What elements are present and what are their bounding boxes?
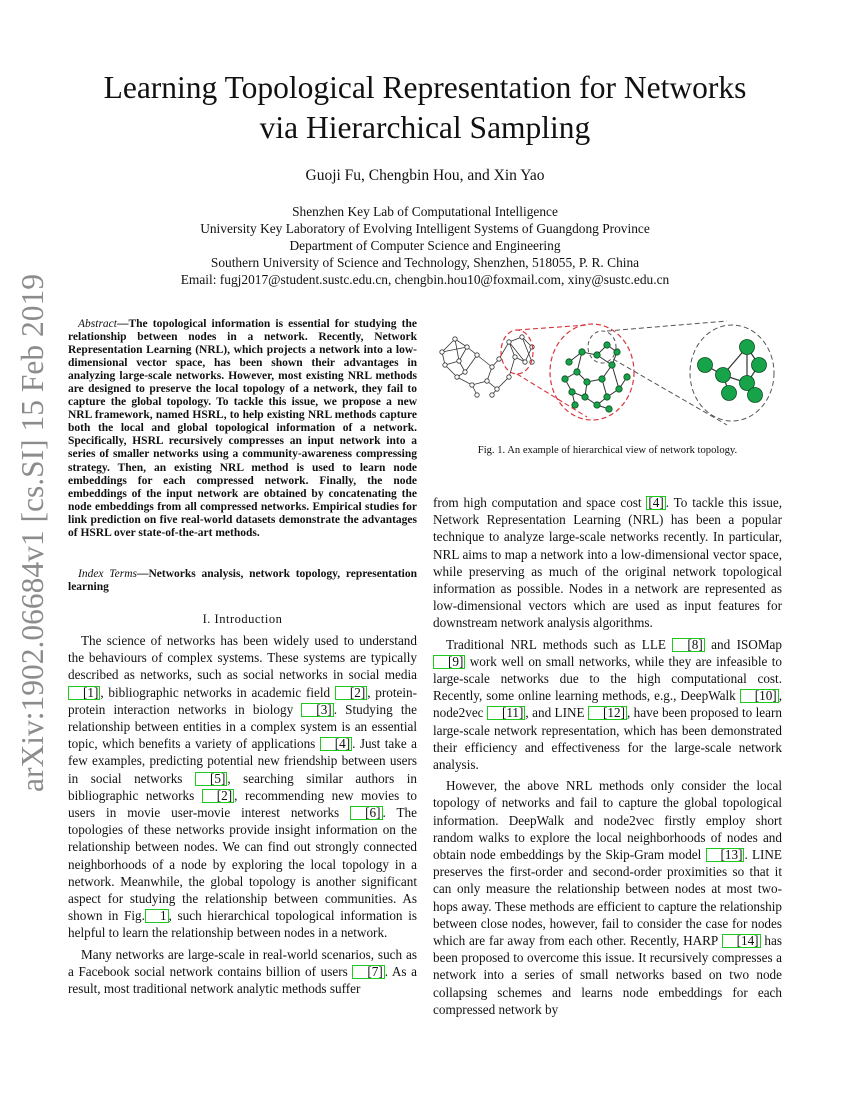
paragraph-text: has been proposed to overcome this issue. It recursively compresses a network into a series of small networks based on two node collapsing schemes and learns node embeddings for each compressed network by xyxy=(433,933,782,1017)
paragraph-text: . The topologies of these networks provide insight information on the relationship between nodes. We can find out strongly connected neighborhoods of a node by exploring the local topology in a network. Meanwhile, the global topology is another significant aspect for studying the relationship between communities. As shown in Fig. xyxy=(68,805,418,924)
affiliation-line: Department of Computer Science and Engineering xyxy=(289,238,561,253)
citation-link[interactable]: [4] xyxy=(648,495,664,510)
body-paragraph xyxy=(433,777,782,1018)
compressed-network-level-2 xyxy=(690,325,774,421)
citation-link[interactable]: [4] xyxy=(320,737,352,751)
affiliation-line: University Key Laboratory of Evolving Intelligent Systems of Guangdong Province xyxy=(200,221,650,236)
paragraph-text: Traditional NRL methods such as LLE xyxy=(446,636,673,652)
citation-link[interactable]: [2] xyxy=(335,686,367,700)
affiliation-line: Southern University of Science and Technology, Shenzhen, 518055, P. R. China xyxy=(210,255,640,270)
right-column-body xyxy=(433,494,782,1018)
paragraph-text: . As a result, most traditional network analytic methods suffer xyxy=(68,963,418,997)
paragraph-text: . Just take a few examples, predicting potential new friendship between users in social networks xyxy=(68,736,417,786)
citation-link[interactable]: [8] xyxy=(672,638,704,652)
abstract xyxy=(68,318,417,540)
title-line-2: via Hierarchical Sampling xyxy=(259,110,591,145)
paragraph-text: , node2vec xyxy=(433,688,782,721)
paragraph-text: , protein-protein interaction networks in biology xyxy=(68,684,417,717)
index-terms xyxy=(68,568,417,594)
paper-title xyxy=(60,68,790,148)
citation-link[interactable]: [3] xyxy=(301,703,333,717)
body-paragraph xyxy=(68,632,417,942)
affiliation-line: Shenzhen Key Lab of Computational Intelligence xyxy=(292,204,558,219)
citation-link[interactable]: [7] xyxy=(352,965,384,979)
paragraph-text: work well on small networks, while they are infeasible to large-scale networks due to the high computational cost. Recently, some online learning methods, e.g., DeepWalk xyxy=(433,653,782,704)
figure-caption: Fig. 1. An example of hierarchical view of network topology. xyxy=(477,445,738,456)
index-terms-label: Index Terms xyxy=(78,568,137,580)
paragraph-text: However, the above NRL methods only consider the local topology of networks and fail to capture the global topological information. DeepWalk and node2vec firstly employ short random walks to explore the local neighborhoods of nodes and obtain node embeddings by the Skip-Gram model xyxy=(433,778,782,863)
paragraph-text: . LINE preserves the first-order and second-order proximities so that it can only measure the relationship between nodes at most two-hops away. These methods are efficient to capture the relationship between close nodes, however, fail to consider the case for nodes which are far away from each other. Recently, HARP xyxy=(433,847,782,949)
citation-link[interactable]: [9] xyxy=(433,655,465,669)
body-paragraph xyxy=(433,636,782,774)
abstract-label: Abstract xyxy=(78,318,117,330)
body-paragraph xyxy=(433,494,782,632)
citation-link[interactable]: [1] xyxy=(68,686,100,700)
section-heading: I. Introduction xyxy=(202,612,283,626)
title-line-1: Learning Topological Representation for Networks xyxy=(103,70,747,105)
email-line: Email: fugj2017@student.sustc.edu.cn, chengbin.hou10@foxmail.com, xiny@sustc.edu.cn xyxy=(180,272,670,287)
index-terms-text: —Networks analysis, network topology, representation learning xyxy=(68,568,417,594)
citation-link[interactable]: [6] xyxy=(350,806,382,820)
author-list: Guoji Fu, Chengbin Hou, and Xin Yao xyxy=(305,167,545,184)
paragraph-text: . Studying the relationship between entities in a complex system is an essential topic, which benefits a variety of applications xyxy=(68,701,417,752)
paragraph-text: and ISOMap xyxy=(704,636,782,652)
original-network xyxy=(440,335,534,397)
paragraph-text: , searching similar authors in bibliographic networks xyxy=(68,770,417,803)
citation-link[interactable]: [10] xyxy=(740,689,779,703)
abstract-text: —The topological information is essential for studying the relationship between nodes in a network. Recently, Network Representation Learning (NRL), which projects a network into a low-dimensional vector space, has been shown their advantages in analyzing large-scale networks. However, most existing NRL methods are designed to preserve the local topology of a network, they fail to capture the global topology. To tackle this issue, we propose a new NRL framework, named HSRL, to help existing NRL methods capture both the local and global topological information of a network. Specifically, HSRL recursively compresses an input network into a series of smaller networks using a community-awareness compressing strategy. Then, an existing NRL method is used to learn node embeddings for each compressed network. Finally, the node embeddings of the input network are obtained by concatenating the node embeddings from all compressed networks. Empirical studies for link prediction on five real-world datasets demonstrate the advantages of HSRL over state-of-the-art methods. xyxy=(68,318,417,539)
citation-link[interactable]: [14] xyxy=(722,934,761,948)
compressed-network-level-1 xyxy=(550,324,634,420)
paragraph-text: , such hierarchical topological information is helpful to learn the relationship between nodes in a network. xyxy=(68,908,417,941)
arxiv-identifier: arXiv:1902.06684v1 [cs.SI] 15 Feb 2019 xyxy=(15,274,50,792)
paragraph-text: , and LINE xyxy=(525,705,588,721)
left-column-body xyxy=(68,632,417,997)
network-hierarchy-figure xyxy=(437,317,778,429)
body-paragraph xyxy=(68,946,417,998)
citation-link[interactable]: [11] xyxy=(487,706,525,720)
paragraph-text: , bibliographic networks in academic field xyxy=(100,684,335,700)
citation-link[interactable]: [13] xyxy=(706,848,745,862)
paragraph-text: . To tackle this issue, Network Representation Learning (NRL) has been a popular technique to analyze large-scale networks recently. In particular, NRL aims to map a network into a low-dimensional vector space, while preserving as much of the original network topological information as possible. Nodes in a network are represented as low-dimensional vectors which are used as input features for downstream network analysis algorithms. xyxy=(433,495,783,631)
citation-link[interactable]: [5] xyxy=(195,772,227,786)
affiliation-block xyxy=(60,203,790,288)
paragraph-text: Many networks are large-scale in real-world scenarios, such as a Facebook social network contains billion of users xyxy=(68,946,417,979)
citation-link[interactable]: 1 xyxy=(145,909,169,923)
paragraph-text: , recommending new movies to users in movie user-movie interest networks xyxy=(68,787,418,821)
citation-link[interactable]: [2] xyxy=(202,789,234,803)
paragraph-text: The science of networks has been widely used to understand the behaviours of complex systems. These systems are typically described as networks, such as social networks in social media xyxy=(68,633,417,683)
paragraph-text: , have been proposed to learn large-scale network representation, which has been demonstrated their efficiency and effectiveness for the large-scale network analysis. xyxy=(433,705,783,773)
citation-link[interactable]: [12] xyxy=(588,706,627,720)
paragraph-text: from high computation and space cost xyxy=(433,495,647,510)
